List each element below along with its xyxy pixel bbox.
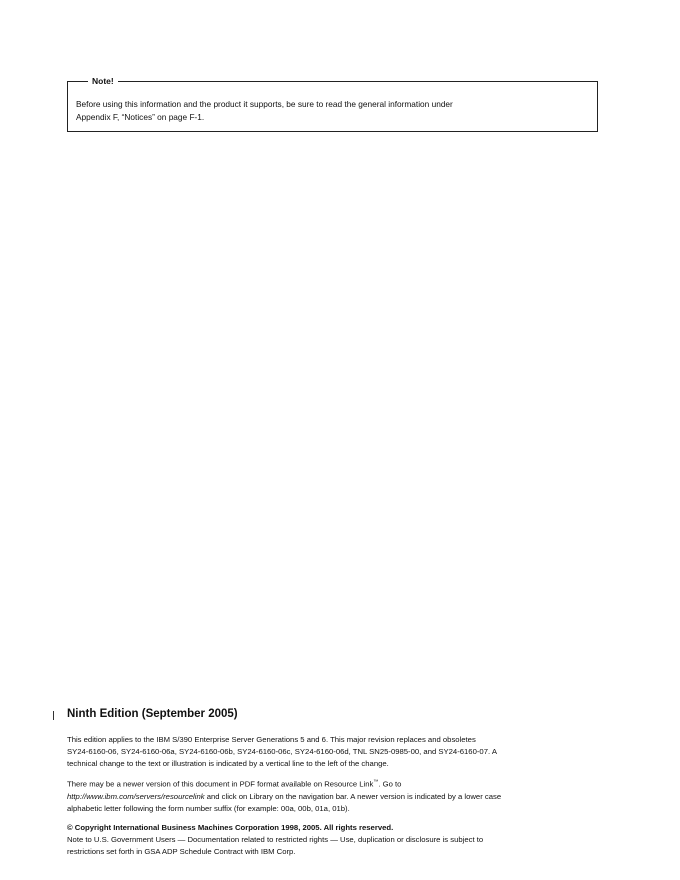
copyright-line: © Copyright International Business Machines Corporation 1998, 2005. All rights reserved.: [67, 823, 394, 832]
gov-users-line-1: Note to U.S. Government Users — Documentation related to restricted rights — Use, duplication or disclosure is subject to: [67, 835, 484, 844]
gov-users-line-2: restrictions set forth in GSA ADP Schedule Contract with IBM Corp.: [67, 847, 296, 856]
edition-line-1: This edition applies to the IBM S/390 Enterprise Server Generations 5 and 6. This major revision replaces and obsoletes: [67, 735, 476, 744]
newer-line-3: alphabetic letter following the form number suffix (for example: 00a, 00b, 01a, 01b).: [67, 803, 350, 813]
note-title: Note!: [88, 74, 118, 88]
newer-line-1: [67, 776, 607, 791]
note-body: [76, 98, 589, 124]
edition-heading: Ninth Edition (September 2005): [67, 708, 238, 720]
newer-line-2: [67, 791, 607, 803]
note-line-1: Before using this information and the product it supports, be sure to read the general information under: [76, 99, 453, 109]
copyright-paragraph: [67, 822, 607, 858]
trademark-mark: ™: [373, 779, 379, 785]
newer-line-2-text: and click on Library on the navigation bar. A newer version is indicated by a lower case: [204, 791, 502, 801]
newer-version-paragraph: [67, 776, 607, 815]
note-box: [67, 76, 598, 132]
note-line-2: Appendix F, “Notices” on page F-1.: [76, 112, 205, 122]
newer-line-1-end: . Go to: [378, 779, 402, 789]
edition-line-3: technical change to the text or illustration is indicated by a vertical line to the left of the change.: [67, 759, 389, 768]
resource-link-url[interactable]: http://www.ibm.com/servers/resourcelink: [67, 791, 205, 801]
edition-paragraph: [67, 734, 607, 770]
revision-bar: [53, 711, 54, 720]
newer-line-1-text: There may be a newer version of this document in PDF format available on Resource Link: [67, 779, 374, 789]
edition-line-2: SY24-6160-06, SY24-6160-06a, SY24-6160-06b, SY24-6160-06c, SY24-6160-06d, TNL SN25-0985-00, and SY24-6160-07. A: [67, 747, 497, 756]
